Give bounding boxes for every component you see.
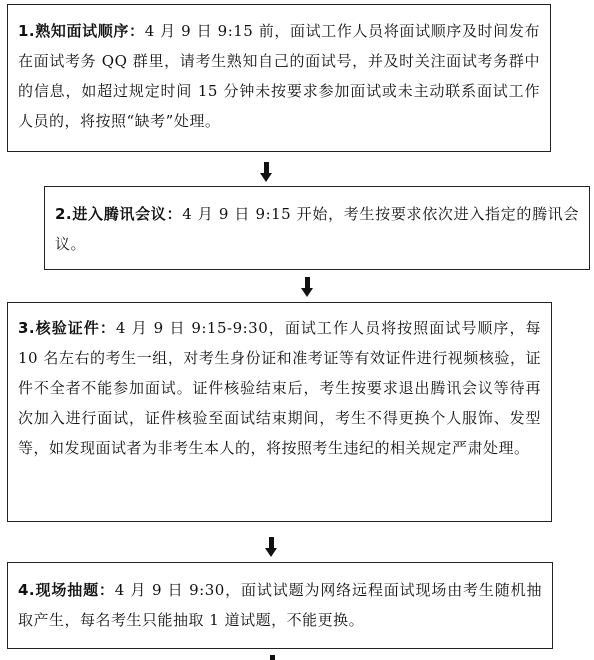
arrow-down-icon [265,537,279,559]
step-title-3: 3.核验证件： [18,319,116,337]
arrow-down-icon [301,277,315,299]
step-title-4: 4.现场抽题： [18,581,115,599]
step-title-2: 2.进入腾讯会议： [55,205,183,223]
step-text-1: 4 月 9 日 9:15 前，面试工作人员将面试顺序及时间发布在面试考务 QQ 群里，请考生熟知自己的面试号，并及时关注面试考务群中的信息，如超过规定时间 15 分钟未按要求参加面试或未主动联系面试工作人员的，将按照“缺考”处理。 [18,22,540,130]
arrow-down-icon [260,162,274,184]
step-box-2 [44,186,590,270]
step-title-1: 1.熟知面试顺序： [18,22,145,40]
step-text-4: 4 月 9 日 9:30，面试试题为网络远程面试现场由考生随机抽取产生，每名考生只能抽取 1 道试题，不能更换。 [18,581,542,629]
step-text-3: 4 月 9 日 9:15-9:30，面试工作人员将按照面试号顺序，每 10 名左右的考生一组，对考生身份证和准考证等有效证件进行视频核验，证件不全者不能参加面试。证件核验结束后，考生按要求退出腾讯会议等待再次加入进行面试，证件核验至面试结束期间，考生不得更换个人服饰、发型等，如发现面试者为非考生本人的，将按照考生违纪的相关规定严肃处理。 [18,319,541,457]
step-box-1 [7,4,551,152]
step-text-2: 4 月 9 日 9:15 开始，考生按要求依次进入指定的腾讯会议。 [55,205,579,253]
step-box-3 [7,302,552,522]
step-box-4 [7,562,553,649]
arrow-down-icon [266,655,280,660]
